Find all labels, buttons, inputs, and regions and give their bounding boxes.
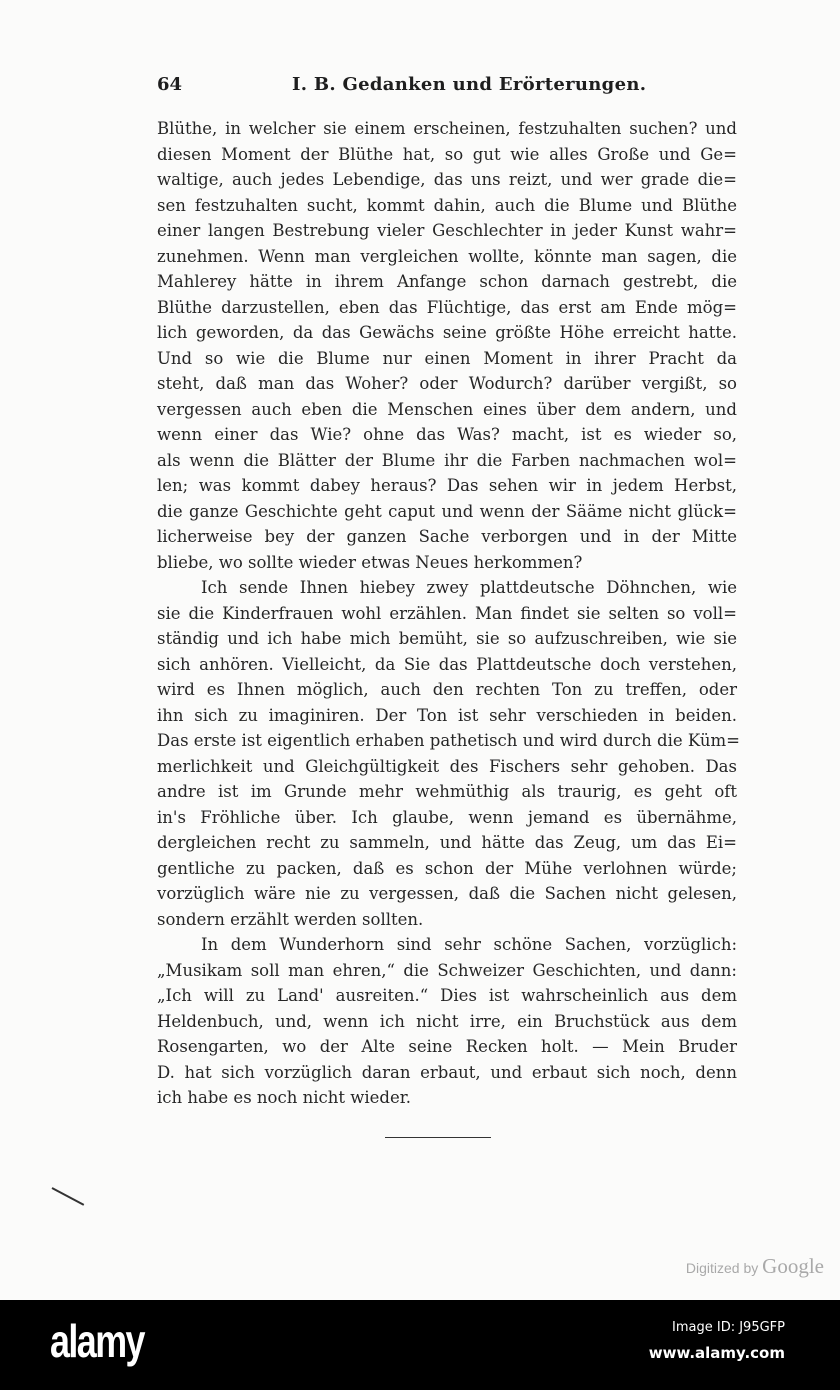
text-line: einer langen Bestrebung vieler Geschlechter in jeder Kunst wahr= <box>157 221 737 240</box>
text-line: ich habe es noch nicht wieder. <box>157 1088 412 1107</box>
text-line: Blüthe, in welcher sie einem erscheinen, festzuhalten suchen? und <box>157 119 737 138</box>
text-line: vergessen auch eben die Menschen eines über dem andern, und <box>157 399 737 419</box>
text-line: licherweise bey der ganzen Sache verborgen und in der Mitte <box>157 527 737 546</box>
text-line: waltige, auch jedes Lebendige, das uns reizt, und wer grade die= <box>157 170 737 189</box>
digitized-prefix: Digitized by <box>685 1260 759 1276</box>
text-line: sondern erzählt werden sollten. <box>157 909 424 929</box>
text-line: steht, daß man das Woher? oder Wodurch? darüber vergißt, so <box>157 374 737 393</box>
image-id: Image ID: J95GFP <box>672 1320 785 1335</box>
page-number: 64 <box>157 74 183 95</box>
text-line: wird es Ihnen möglich, auch den rechten Ton zu treffen, oder <box>157 680 737 699</box>
text-line: Und so wie die Blume nur einen Moment in ihrer Pracht da <box>157 348 737 368</box>
google-wordmark: Google <box>762 1254 824 1278</box>
digitized-by-google-watermark <box>686 1254 824 1279</box>
section-rule <box>385 1137 491 1138</box>
paragraph <box>157 932 737 1111</box>
text-line: len; was kommt dabey heraus? Das sehen wir in jedem Herbst, <box>157 476 737 495</box>
text-line: Heldenbuch, und, wenn ich nicht irre, ein Bruchstück aus dem <box>157 1011 737 1031</box>
page-header <box>157 74 737 100</box>
text-line: ihn sich zu imaginiren. Der Ton ist sehr verschieden in beiden. <box>157 705 737 725</box>
text-line: bliebe, wo sollte wieder etwas Neues herkommen? <box>157 552 583 572</box>
page-body-text <box>157 116 740 1111</box>
paragraph <box>157 116 737 575</box>
alamy-logo: alamy <box>50 1315 144 1367</box>
text-line: Ich sende Ihnen hiebey zwey plattdeutsche Döhnchen, wie <box>201 578 737 597</box>
text-line: sen festzuhalten sucht, kommt dahin, auch die Blume und Blüthe <box>157 195 737 215</box>
text-line: „Ich will zu Land' ausreiten.“ Dies ist wahrscheinlich aus dem <box>157 986 737 1005</box>
scan-mark <box>52 1187 85 1206</box>
text-line: lich geworden, da das Gewächs seine größte Höhe erreicht hatte. <box>157 323 737 342</box>
text-line: als wenn die Blätter der Blume ihr die Farben nachmachen wol= <box>157 450 737 470</box>
text-line: gentliche zu packen, daß es schon der Mühe verlohnen würde; <box>157 858 737 878</box>
paragraph <box>157 575 740 932</box>
text-line: diesen Moment der Blüthe hat, so gut wie alles Große und Ge= <box>157 144 737 164</box>
text-line: sich anhören. Vielleicht, da Sie das Plattdeutsche doch verstehen, <box>157 654 737 674</box>
text-line: „Musikam soll man ehren,“ die Schweizer Geschichten, und dann: <box>157 960 737 980</box>
text-line: Das erste ist eigentlich erhaben pathetisch und wird durch die Küm= <box>157 731 740 750</box>
text-line: Blüthe darzustellen, eben das Flüchtige, das erst am Ende mög= <box>157 297 737 317</box>
text-line: vorzüglich wäre nie zu vergessen, daß die Sachen nicht gelesen, <box>157 884 737 903</box>
alamy-footer-bar <box>0 1300 840 1390</box>
alamy-url[interactable]: www.alamy.com <box>648 1344 785 1362</box>
text-line: Mahlerey hätte in ihrem Anfange schon darnach gestrebt, die <box>157 272 737 291</box>
text-line: Rosengarten, wo der Alte seine Recken holt. — Mein Bruder <box>157 1037 737 1056</box>
text-line: dergleichen recht zu sammeln, und hätte das Zeug, um das Ei= <box>157 833 737 852</box>
text-line: andre ist im Grunde mehr wehmüthig als traurig, es geht oft <box>157 782 737 801</box>
text-line: wenn einer das Wie? ohne das Was? macht, ist es wieder so, <box>157 425 737 444</box>
text-line: die ganze Geschichte geht caput und wenn der Sääme nicht glück= <box>157 501 737 521</box>
text-line: in's Fröhliche über. Ich glaube, wenn jemand es übernähme, <box>157 807 737 827</box>
text-line: ständig und ich habe mich bemüht, sie so aufzuschreiben, wie sie <box>157 629 737 648</box>
text-line: In dem Wunderhorn sind sehr schöne Sachen, vorzüglich: <box>201 935 737 954</box>
running-title: I. B. Gedanken und Erörterungen. <box>292 74 647 95</box>
text-line: D. hat sich vorzüglich daran erbaut, und erbaut sich noch, denn <box>157 1062 737 1082</box>
text-line: zunehmen. Wenn man vergleichen wollte, könnte man sagen, die <box>157 246 737 266</box>
text-line: sie die Kinderfrauen wohl erzählen. Man findet sie selten so voll= <box>157 603 737 623</box>
text-line: merlichkeit und Gleichgültigkeit des Fischers sehr gehoben. Das <box>157 756 737 776</box>
